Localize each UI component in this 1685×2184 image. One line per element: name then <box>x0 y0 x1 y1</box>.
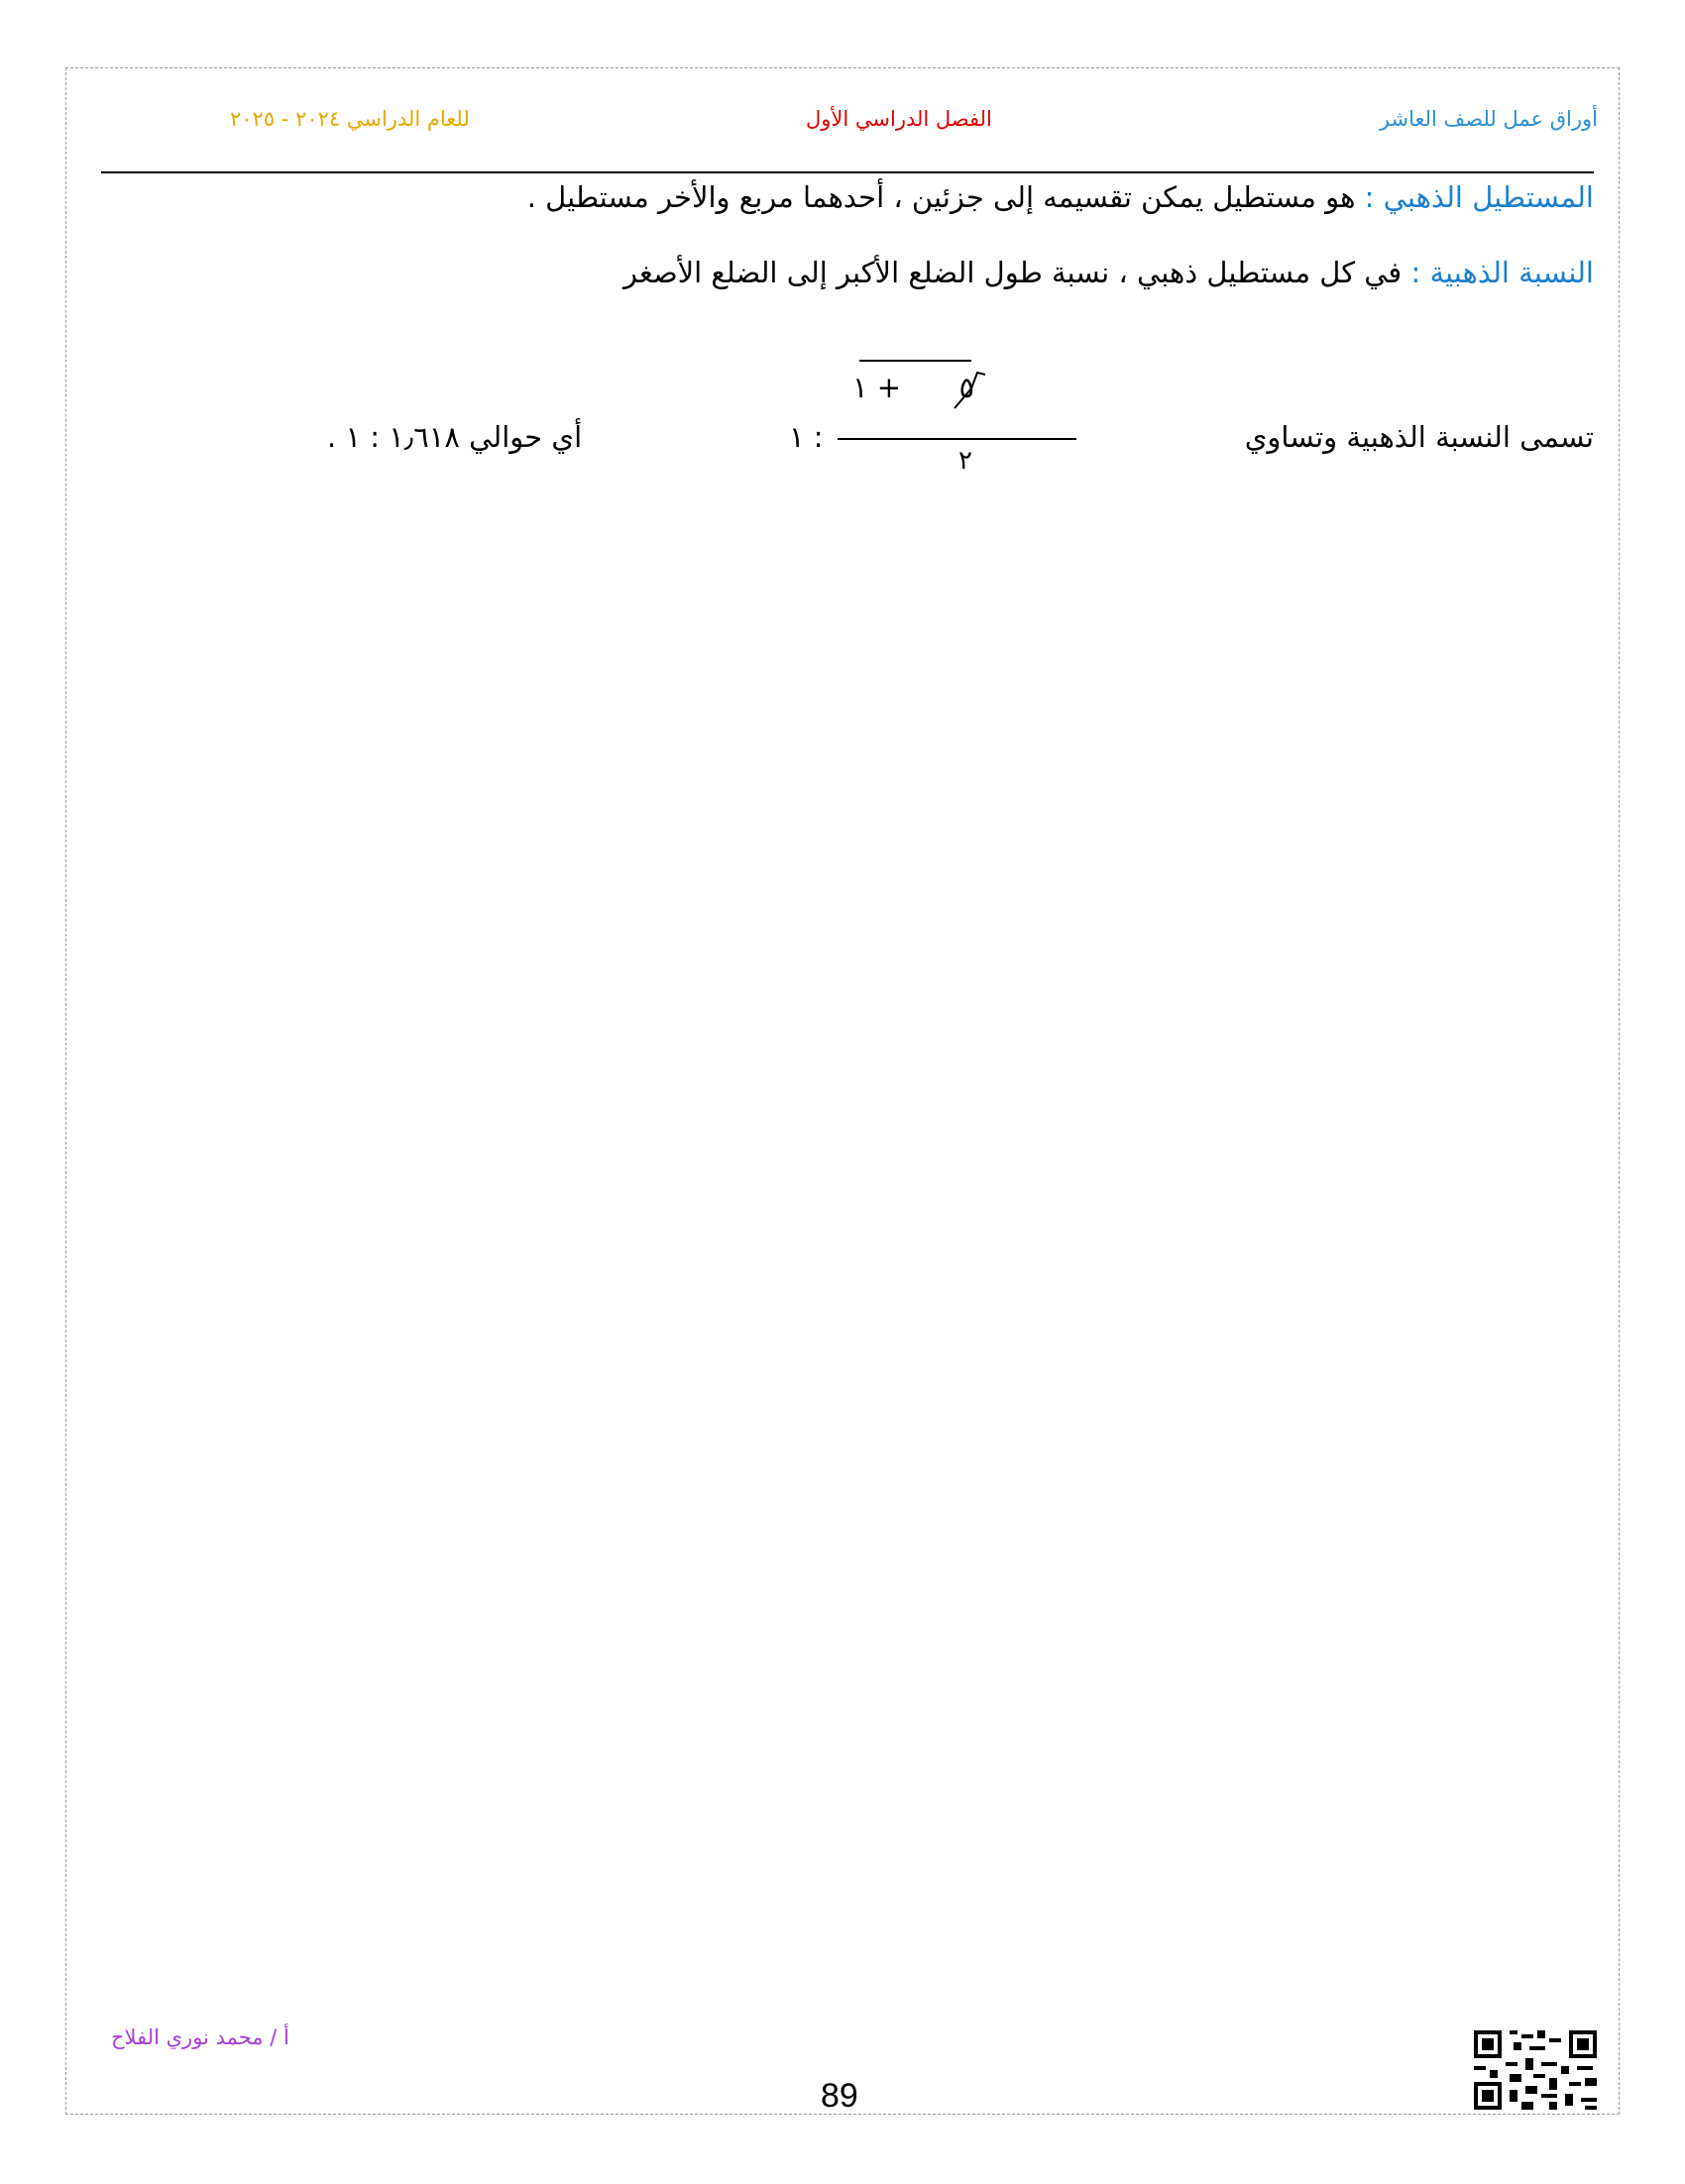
author-name: أ / محمد نوري الفلاح <box>111 2025 289 2049</box>
header-grade-title: أوراق عمل للصف العاشر <box>1379 107 1598 131</box>
golden-ratio-text: في كل مستطيل ذهبي ، نسبة طول الضلع الأكبر إلى الضلع الأصغر <box>622 256 1411 289</box>
golden-rectangle-term: المستطيل الذهبي : <box>1364 180 1594 214</box>
approximate-value: أي حوالي ١٫٦١٨ : ١ . <box>327 420 583 454</box>
numerator-plus-one: + ١ <box>852 371 902 404</box>
page-number: 89 <box>821 2077 858 2115</box>
fraction-denominator: ٢ <box>958 446 972 476</box>
golden-ratio-intro: تسمى النسبة الذهبية وتساوي <box>1244 420 1594 454</box>
golden-rectangle-text: هو مستطيل يمكن تقسيمه إلى جزئين ، أحدهما مربع والأخر مستطيل . <box>526 180 1365 214</box>
radicand: ٥ <box>958 371 975 404</box>
radical-sign <box>955 373 985 408</box>
header-school-year: للعام الدراسي ٢٠٢٤ - ٢٠٢٥ <box>230 107 470 131</box>
qr-code-icon <box>1470 2026 1601 2114</box>
golden-ratio-term: النسبة الذهبية : <box>1410 256 1594 289</box>
ratio-to-one: : ١ <box>789 420 824 454</box>
header-semester: الفصل الدراسي الأول <box>806 107 992 131</box>
